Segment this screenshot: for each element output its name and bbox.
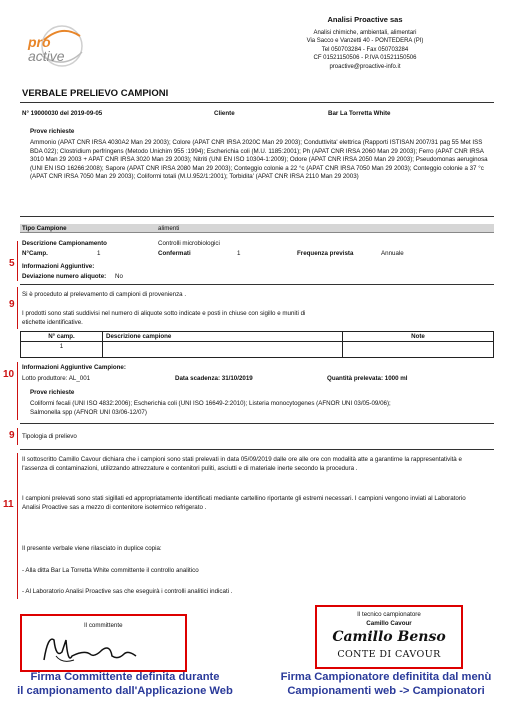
declaration-p4: - Alla ditta Bar La Torretta White committente il controllo analitico bbox=[22, 567, 199, 574]
confermati-label: Confermati bbox=[158, 250, 191, 257]
declaration-p2: I campioni prelevati sono stati sigillati ed appropriatamente identificati mediante cartellino riportante gli estremi necessari. I campioni vengono inviati al Laboratorio Analisi Proactive sas a mezzo di contenitore isotermico refrigerato . bbox=[22, 495, 466, 511]
stamp-line1: Camillo Benso bbox=[332, 629, 446, 645]
declaration-p1: Il sottoscritto Camillo Cavour dichiara che i campioni sono stati prelevati in data 05/09/2019 dalle ore alle ore con modalità atte a garantirne la rappresentatività e l'assenza di contaminazioni, utilizzando attrezzature e contenitori puliti, asciutti e di materiale inerte secondo la procedura . bbox=[22, 456, 462, 472]
statement-aliquote: I prodotti sono stati suddivisi nel numero di aliquote sotto indicate e posti in chiuse con sigillo e muniti di etichette identificative. bbox=[22, 310, 306, 326]
table-header-descrizione: Descrizione campione bbox=[103, 332, 343, 342]
logo-text-top: pro bbox=[28, 34, 51, 50]
marker-bracket bbox=[17, 287, 18, 329]
divider bbox=[20, 216, 494, 217]
sample-table bbox=[20, 331, 494, 358]
divider bbox=[20, 284, 494, 285]
caption-campionatore bbox=[260, 671, 512, 698]
statement-provenienza: Si è proceduto al prelevamento di campioni di provenienza . bbox=[22, 291, 187, 298]
table-header-note: Note bbox=[343, 332, 494, 342]
table-row bbox=[21, 342, 494, 358]
prove-label: Prove richieste bbox=[30, 128, 75, 135]
table-cell-ncamp: 1 bbox=[21, 342, 103, 358]
tecnico-label: Il tecnico campionatore bbox=[357, 611, 421, 618]
caption-campionatore-line2: Campionamenti web -> Campionatori bbox=[287, 684, 485, 697]
frequenza-value: Annuale bbox=[381, 250, 404, 257]
caption-committente bbox=[0, 671, 250, 698]
marker-bracket bbox=[17, 453, 18, 599]
prove-label-2: Prove richieste bbox=[30, 389, 75, 396]
stamp-line2: CONTE DI CAVOUR bbox=[337, 649, 441, 660]
table-header-row bbox=[21, 332, 494, 342]
committente-signature-box bbox=[20, 614, 187, 672]
tipo-campione-label: Tipo Campione bbox=[22, 225, 67, 232]
caption-campionatore-line1: Firma Campionatore definitita dal menù bbox=[280, 671, 492, 683]
committente-signature-scribble bbox=[32, 630, 182, 670]
company-line: CF 01521150506 - P.IVA 01521150506 bbox=[313, 55, 417, 62]
tipologia-prelievo: Tipologia di prelievo bbox=[22, 433, 77, 440]
cliente-label: Cliente bbox=[214, 110, 235, 117]
table-cell-note bbox=[343, 342, 494, 358]
table-header-ncamp: N° camp. bbox=[21, 332, 103, 342]
company-info bbox=[290, 16, 440, 72]
tipo-campione-bar bbox=[20, 224, 494, 233]
data-scadenza: Data scadenza: 31/10/2019 bbox=[175, 375, 253, 382]
frequenza-label: Frequenza prevista bbox=[297, 250, 354, 257]
caption-committente-line1: Firma Committente definita durante bbox=[30, 671, 220, 683]
company-line: Analisi chimiche, ambientali, alimentari bbox=[313, 29, 417, 36]
lotto-produttore: Lotto produttore: AL_001 bbox=[22, 375, 91, 382]
prove-text-2: Coliformi fecali (UNI ISO 4832:2006); Escherichia coli (UNI ISO 16649-2:2010); Listeria monocytogenes (AFNOR UNI 03/05-09/06); Salmonella spp (AFNOR UNI 03/06-12/07) bbox=[30, 400, 391, 416]
confermati-value: 1 bbox=[237, 250, 241, 257]
committente-label: Il committente bbox=[84, 622, 123, 629]
document-title: VERBALE PRELIEVO CAMPIONI bbox=[22, 88, 169, 99]
caption-committente-line2: il campionamento dall'Applicazione Web bbox=[17, 684, 233, 697]
company-logo bbox=[22, 22, 92, 70]
divider bbox=[20, 102, 494, 103]
tipo-campione-value: alimenti bbox=[158, 225, 180, 232]
declaration-p3: Il presente verbale viene rilasciato in duplice copia: bbox=[22, 545, 162, 552]
quantita-prelevata: Quantità prelevata: 1000 ml bbox=[327, 375, 408, 382]
marker-bracket bbox=[17, 241, 18, 281]
deviazione-value: No bbox=[115, 273, 123, 280]
marker-11: 11 bbox=[3, 499, 14, 510]
deviazione-label: Deviazione numero aliquote: bbox=[22, 273, 107, 280]
marker-bracket bbox=[17, 428, 18, 445]
divider bbox=[20, 449, 494, 450]
table-cell-descrizione bbox=[103, 342, 343, 358]
company-name: Analisi Proactive sas bbox=[327, 15, 403, 24]
ncamp-label: N°Camp. bbox=[22, 250, 48, 257]
company-line: Via Sacco e Vanzetti 40 - PONTEDERA (PI) bbox=[306, 38, 424, 45]
marker-10: 10 bbox=[3, 369, 15, 380]
ncamp-value: 1 bbox=[97, 250, 101, 257]
info-aggiuntive-campione-label: Informazioni Aggiuntive Campione: bbox=[22, 364, 126, 371]
info-aggiuntive-label: Informazioni Aggiuntive: bbox=[22, 263, 95, 270]
company-line: proactive@proactive-info.it bbox=[329, 63, 401, 70]
document-number: N° 19000030 del 2019-09-05 bbox=[22, 110, 103, 117]
descr-campionamento-label: Descrizione Campionamento bbox=[22, 240, 107, 247]
divider bbox=[20, 423, 494, 424]
descr-campionamento-value: Controlli microbiologici bbox=[158, 240, 220, 247]
tecnico-signature-box bbox=[315, 605, 463, 669]
cliente-value: Bar La Torretta White bbox=[328, 110, 391, 117]
company-line: Tel 050703284 - Fax 050703284 bbox=[321, 46, 409, 53]
marker-bracket bbox=[17, 362, 18, 420]
prove-text: Ammonio (APAT CNR IRSA 4030A2 Man 29 2003); Colore (APAT CNR IRSA 2020C Man 29 2003); Conduttivita' elettrica (Rapporti ISTISAN 2007/31 pag 55 Met ISS BDA 022); Clostridium perfringens (Metodo Unichim 955 :1994); Escherichia coli (M.U. 1185:2001); Ph (APAT CNR IRSA 2060 Man 29 2003); Ferro (APAT CNR IRSA 3010 Man 29 2003 + APAT CNR IRSA 3020 Man 29 2003); Nitriti (UNI EN ISO 10304-1:2009); Odore (APAT CNR IRSA 2050 Man 29 2003); Pseudomonas aeruginosa (UNI EN ISO 16266:2008); Sapore (APAT CNR IRSA 2080 Man 29 2003); Conteggio colonie a 22 °c (APAT CNR IRSA 7050 Man 29 2003); Conteggio colonie a 37 °c (APAT CNR IRSA 7050 Man 29 2003); Coliformi totali (M.U.952/1:2001); Torbidita' (APAT CNR IRSA 2110 Man 29 2003) bbox=[30, 139, 488, 181]
marker-9b: 9 bbox=[9, 430, 15, 441]
tecnico-name: Camillo Cavour bbox=[366, 620, 412, 627]
logo-text-bottom: active bbox=[28, 48, 65, 64]
declaration-p5: - Al Laboratorio Analisi Proactive sas che eseguirà i controlli analitici indicati . bbox=[22, 588, 233, 595]
marker-5: 5 bbox=[9, 258, 15, 269]
marker-9: 9 bbox=[9, 299, 15, 310]
